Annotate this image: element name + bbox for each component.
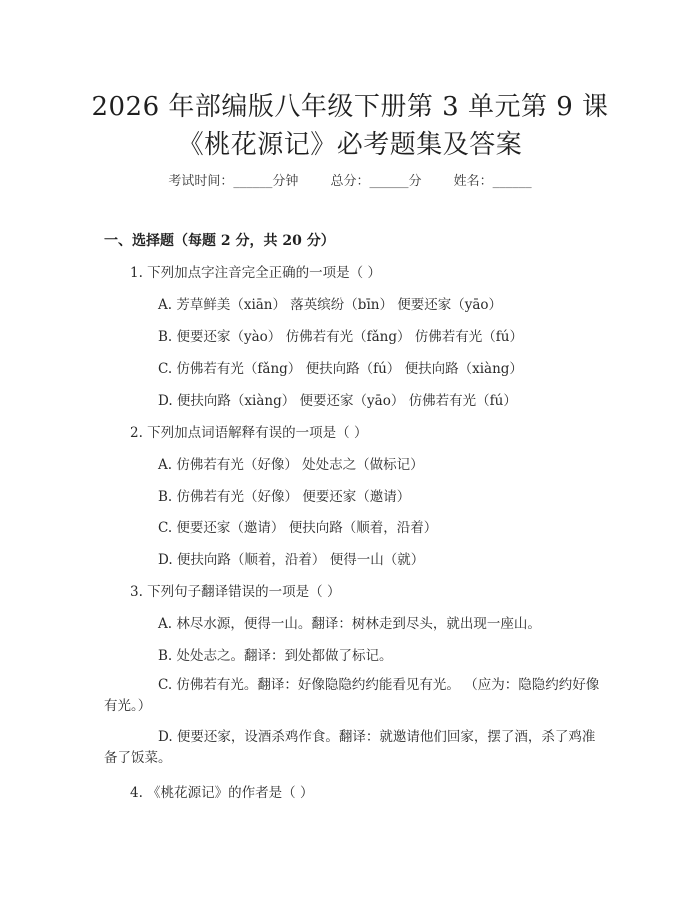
question-2-option-a: A. 仿佛若有光（好像） 处处志之（做标记） xyxy=(158,457,424,473)
question-4-stem: 4. 《桃花源记》的作者是（ ） xyxy=(130,785,314,801)
total-score-field: 总分：______分 xyxy=(330,174,422,189)
question-3-stem: 3. 下列句子翻译错误的一项是（ ） xyxy=(130,584,341,600)
question-1-option-a: A. 芳草鲜美（xiān） 落英缤纷（bīn） 便要还家（yāo） xyxy=(158,297,503,313)
question-3-option-d: D. 便要还家，设酒杀鸡作食。翻译：就邀请他们回家，摆了酒，杀了鸡准备了饭菜。 xyxy=(104,729,596,766)
question-3-option-c: C. 仿佛若有光。翻译：好像隐隐约约能看见有光。 （应为：隐隐约约好像有光。） xyxy=(104,677,600,714)
question-1-option-b: B. 便要还家（yào） 仿佛若有光（fǎng） 仿佛若有光（fú） xyxy=(158,329,523,345)
question-2-stem: 2. 下列加点词语解释有误的一项是（ ） xyxy=(130,425,368,441)
section-heading: 一、选择题（每题 2 分，共 20 分） xyxy=(104,233,335,249)
document-title-line-2: 《桃花源记》必考题集及答案 xyxy=(177,130,523,160)
question-2-option-b: B. 仿佛若有光（好像） 便要还家（邀请） xyxy=(158,489,411,505)
question-2-option-d: D. 便扶向路（顺着，沿着） 便得一山（就） xyxy=(158,552,425,568)
question-1-stem: 1. 下列加点字注音完全正确的一项是（ ） xyxy=(130,265,381,281)
question-3-option-b: B. 处处志之。翻译：到处都做了标记。 xyxy=(158,648,393,664)
name-field: 姓名：______ xyxy=(453,174,532,189)
exam-meta xyxy=(0,170,700,189)
question-1-option-c: C. 仿佛若有光（fǎng） 便扶向路（fú） 便扶向路（xiàng） xyxy=(158,361,523,377)
question-3-option-a: A. 林尽水源，便得一山。翻译：树林走到尽头，就出现一座山。 xyxy=(158,616,541,632)
document-title-line-1: 2026 年部编版八年级下册第 3 单元第 9 课 xyxy=(91,92,609,122)
question-2-option-c: C. 便要还家（邀请） 便扶向路（顺着，沿着） xyxy=(158,520,438,536)
question-1-option-d: D. 便扶向路（xiàng） 便要还家（yāo） 仿佛若有光（fú） xyxy=(158,393,517,409)
exam-time-field: 考试时间：______分钟 xyxy=(168,174,299,189)
